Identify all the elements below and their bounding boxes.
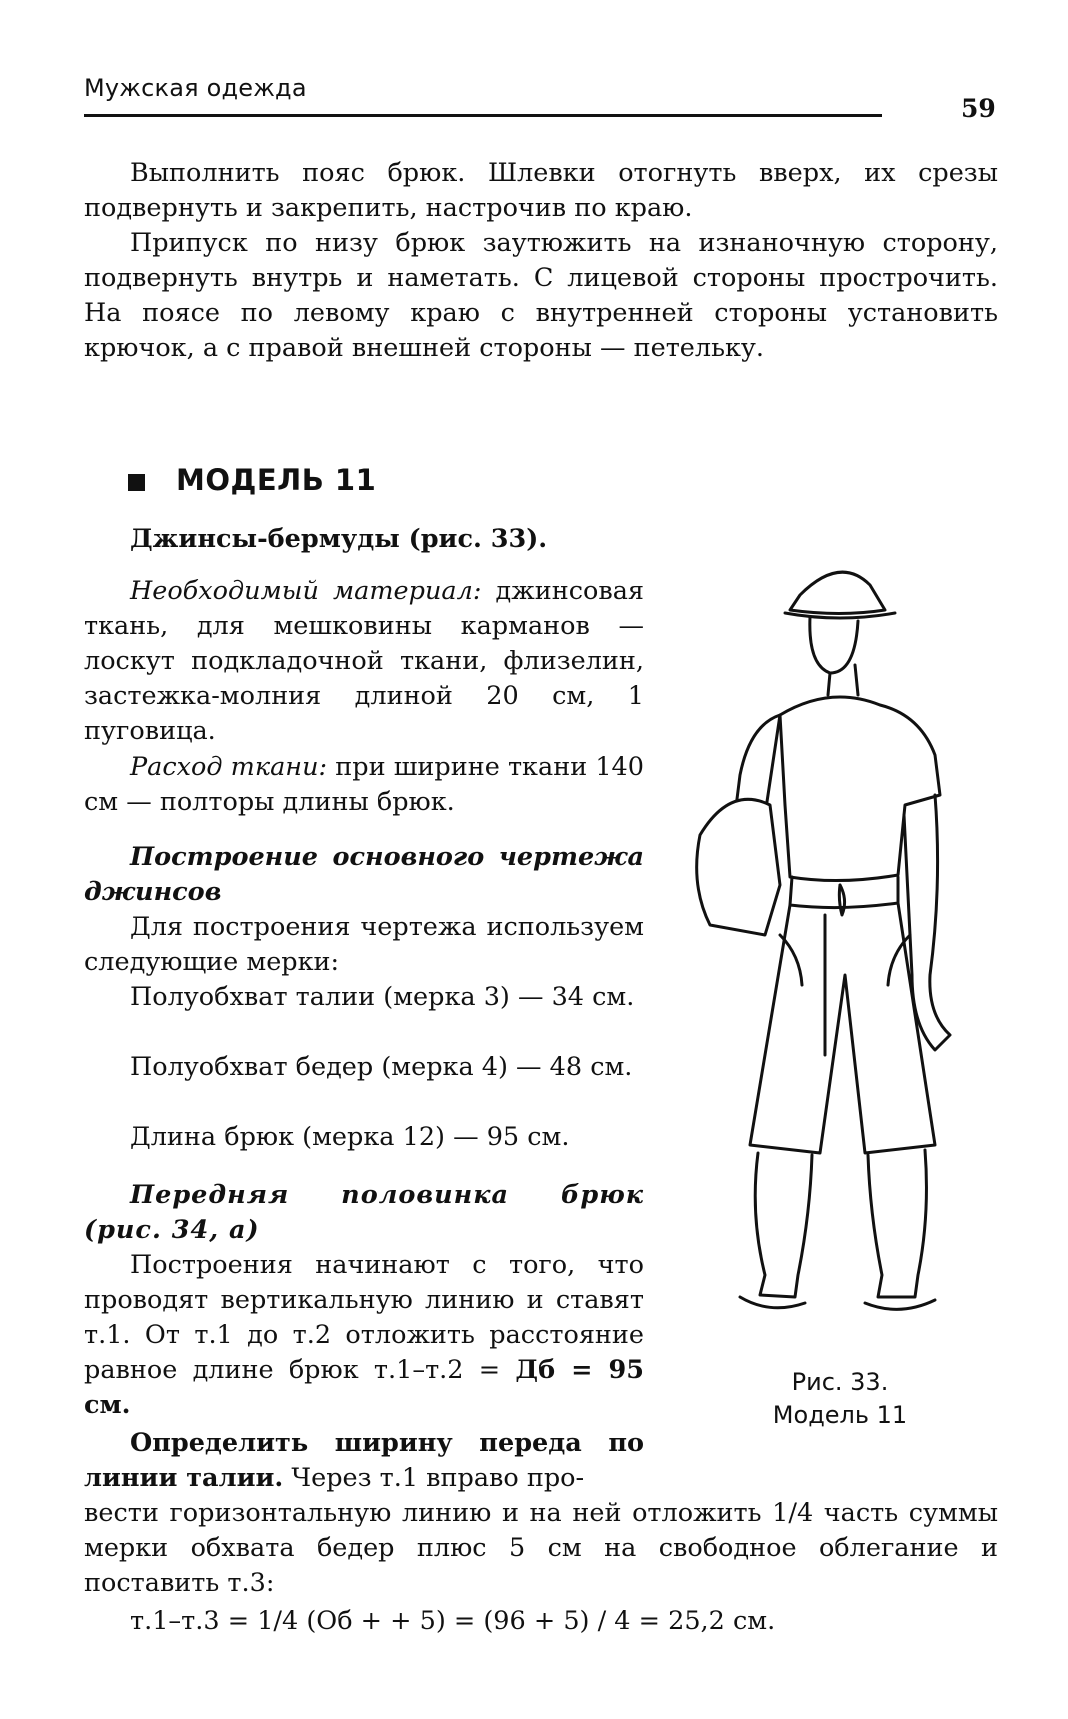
- model-subtitle: Джинсы-бермуды (рис. 33).: [130, 524, 548, 554]
- front-text-b: Дб = 95 см.: [84, 1355, 644, 1420]
- construction-text: Для построения чертежа используем следующие мерки:: [84, 912, 644, 977]
- header-rule: [84, 114, 882, 117]
- measure-hips: Полуобхват бедер (мерка 4) — 48 см.: [130, 1052, 633, 1082]
- paragraph-belt: Выполнить пояс брюк. Шлевки отогнуть вверх, их срезы подвернуть и закрепить, настрочив по краю.: [84, 158, 998, 223]
- paragraph-hem: Припуск по низу брюк заутюжить на изнаночную сторону, подвернуть внутрь и наметать. С лицевой стороны прострочить. На поясе по левому краю с внутренней стороны установить крючок, а с правой внешней стороны — петельку.: [84, 228, 998, 363]
- width-paragraph-rest: вести горизонтальную линию и на ней отложить 1/4 часть суммы мерки обхвата бедер плюс 5 см на свободное облегание и поставить т.3:: [84, 1498, 998, 1598]
- figure-caption-title: Модель 11: [772, 1401, 908, 1429]
- formula: т.1–т.3 = 1/4 (Об + + 5) = (96 + 5) / 4 = 25,2 см.: [130, 1606, 776, 1636]
- page-number: 59: [961, 94, 996, 123]
- paragraph-consumption: [84, 750, 644, 820]
- width-paragraph-start: [84, 1426, 644, 1496]
- figure-caption-number: Рис. 33.: [791, 1368, 889, 1396]
- construction-heading: Построение основного чертежа джинсов: [84, 842, 644, 907]
- width-line1: Через т.1 вправо про-: [283, 1463, 585, 1493]
- measure-waist: Полуобхват талии (мерка 3) — 34 см.: [130, 982, 635, 1012]
- paragraph-material: [84, 574, 644, 749]
- front-text-a: Построения начинают с того, что проводят вертикальную линию и ставят т.1. От т.1 до т.2 отложить расстояние равное длине брюк т.1–т.2 =: [84, 1250, 644, 1385]
- front-text: [84, 1248, 644, 1423]
- width-bold: Определить ширину переда по линии талии.: [84, 1428, 644, 1493]
- front-heading: Передняя половинка брюк (рис. 34, а): [84, 1180, 644, 1245]
- measure-length: Длина брюк (мерка 12) — 95 см.: [130, 1122, 570, 1152]
- material-text: джинсовая ткань, для мешковины карманов — лоскут подкладочной ткани, флизелин, застежка-молния длиной 20 см, 1 пуговица.: [84, 576, 644, 746]
- running-header: Мужская одежда: [84, 74, 307, 102]
- man-illustration: [680, 555, 1010, 1335]
- section-bullet-icon: [128, 474, 145, 491]
- model-title: МОДЕЛЬ 11: [176, 463, 377, 497]
- material-label: Необходимый материал:: [130, 576, 482, 606]
- consumption-text: при ширине ткани 140 см — полторы длины брюк.: [84, 752, 644, 817]
- consumption-label: Расход ткани:: [130, 752, 328, 782]
